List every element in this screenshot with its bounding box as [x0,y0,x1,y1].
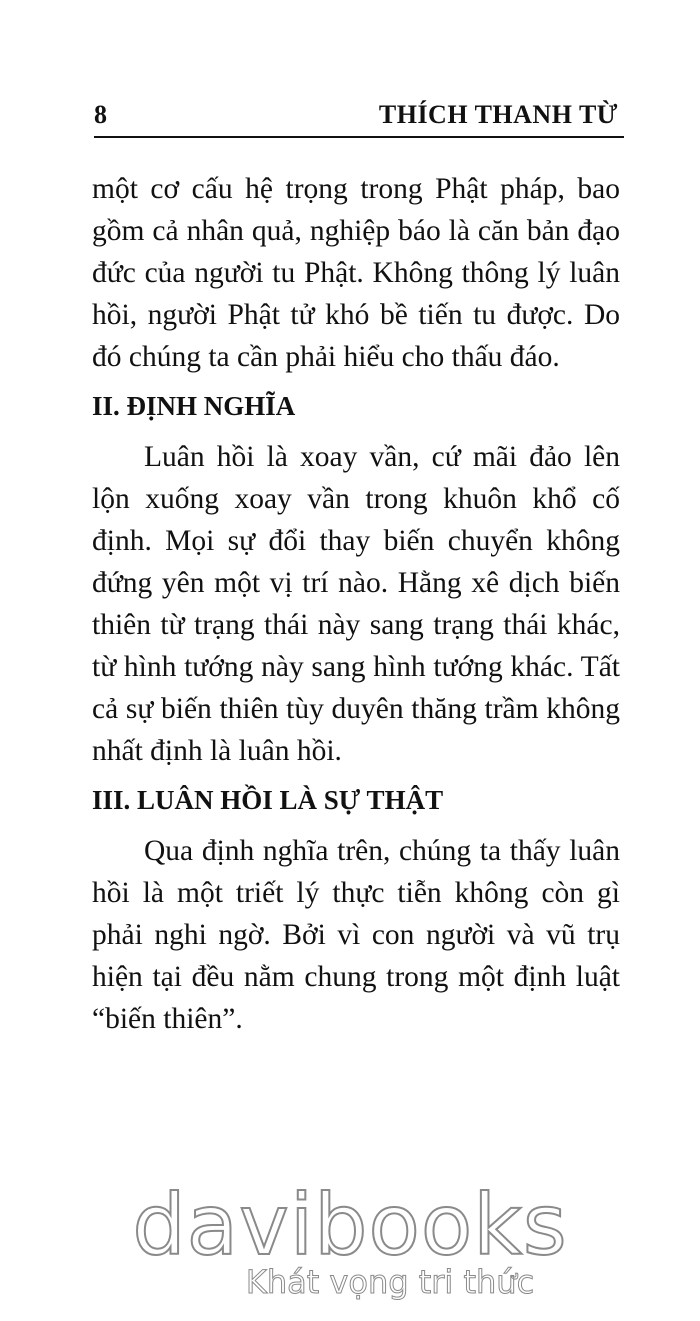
running-head: THÍCH THANH TỪ [378,100,618,129]
body-paragraph: Luân hồi là xoay vần, cứ mãi đảo lên lộn xuống xoay vần trong khuôn khổ cố định. Mọi sự đổi thay biến chuyển không đứng yên một vị trí nào. Hằng xê dịch biến thiên từ trạng thái này sang trạng thái khác, từ hình tướng này sang hình tướng khác. Tất cả sự biến thiên tùy duyên thăng trầm không nhất định là luân hồi. [92,441,620,767]
body-paragraph: Qua định nghĩa trên, chúng ta thấy luân hồi là một triết lý thực tiễn không còn gì phải nghi ngờ. Bởi vì con người và vũ trụ hiện tại đều nằm chung trong một định luật “biến thiên”. [92,835,620,1035]
watermark-tagline: Khát vọng tri thức [245,1263,535,1301]
body-paragraph: một cơ cấu hệ trọng trong Phật pháp, bao gồm cả nhân quả, nghiệp báo là căn bản đạo đức của người tu Phật. Không thông lý luân hồi, người Phật tử khó bề tiến tu được. Do đó chúng ta cần phải hiểu cho thấu đáo. [92,173,620,373]
section-heading-luan-hoi-la-su-that: III. LUÂN HỒI LÀ SỰ THẬT [92,785,444,815]
page-number: 8 [94,100,107,129]
page-body [92,168,620,1040]
publisher-watermark [0,1176,700,1301]
section-heading-dinh-nghia: II. ĐỊNH NGHĨA [92,391,296,421]
page-header [94,98,624,138]
watermark-logo: davibooks [132,1176,568,1274]
